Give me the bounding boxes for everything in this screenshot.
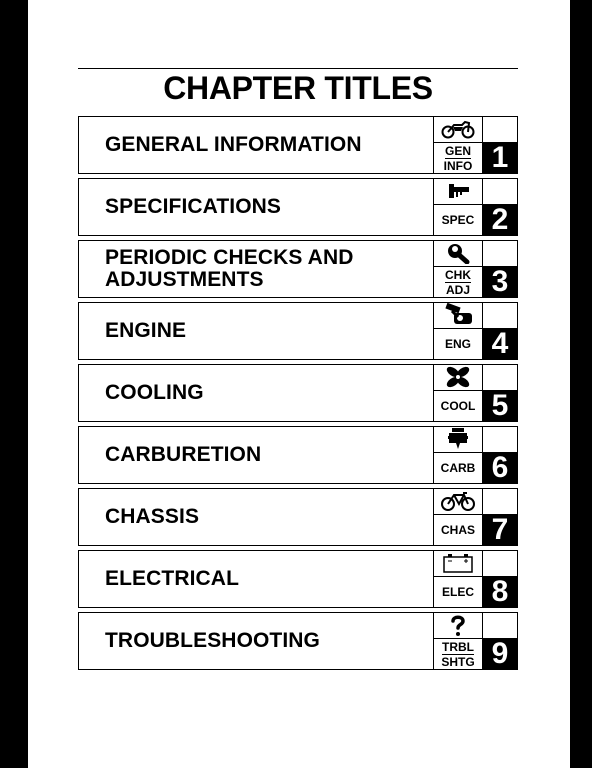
chapter-abbr	[434, 577, 482, 607]
chapter-label: TROUBLESHOOTING	[105, 629, 320, 652]
chapter-abbr	[434, 453, 482, 483]
chapter-row-chassis[interactable]	[78, 488, 518, 546]
chapter-abbr	[434, 205, 482, 235]
chapter-abbr	[434, 515, 482, 545]
chapter-label: CARBURETION	[105, 443, 262, 466]
chapter-number: 3	[482, 266, 518, 298]
chapter-tab	[433, 116, 517, 174]
chapter-row-cooling[interactable]	[78, 364, 518, 422]
chapter-number: 6	[482, 452, 518, 484]
chapter-number: 7	[482, 514, 518, 546]
tab-divider	[482, 178, 483, 204]
chapter-label: ELECTRICAL	[105, 567, 239, 590]
chapter-tab	[433, 302, 517, 360]
chapter-tab	[433, 178, 517, 236]
carburetor-icon	[434, 426, 482, 452]
abbr-bottom: INFO	[443, 158, 473, 173]
battery-icon	[434, 550, 482, 576]
chapter-label: ENGINE	[105, 319, 187, 342]
top-rule	[78, 68, 518, 69]
chapter-label: PERIODIC CHECKS AND ADJUSTMENTS	[105, 246, 354, 291]
chapter-tab	[433, 364, 517, 422]
tab-divider	[482, 488, 483, 514]
tab-divider	[482, 302, 483, 328]
piston-icon	[434, 302, 482, 328]
chapter-number: 2	[482, 204, 518, 236]
tab-divider	[482, 116, 483, 142]
chapter-number: 5	[482, 390, 518, 422]
chapter-number: 1	[482, 142, 518, 174]
chapter-number: 9	[482, 638, 518, 670]
chapter-label: COOLING	[105, 381, 204, 404]
abbr-top: CARB	[440, 461, 476, 475]
question-icon	[434, 612, 482, 638]
chapter-tab	[433, 426, 517, 484]
abbr-top: TRBL	[442, 639, 474, 654]
chapter-abbr	[434, 143, 482, 173]
tab-divider	[482, 240, 483, 266]
page-title: CHAPTER TITLES	[163, 70, 433, 106]
abbr-top: CHAS	[440, 523, 475, 537]
abbr-bottom: SHTG	[441, 654, 475, 669]
chapter-tab	[433, 488, 517, 546]
chapter-tab	[433, 550, 517, 608]
abbr-top: CHK	[445, 267, 471, 282]
fan-icon	[434, 364, 482, 390]
chapter-abbr	[434, 391, 482, 421]
chapter-row-specifications[interactable]	[78, 178, 518, 236]
bicycle-icon	[434, 488, 482, 514]
chapter-row-periodic-checks[interactable]	[78, 240, 518, 298]
motorcycle-icon	[434, 116, 482, 142]
chapter-row-general-information[interactable]	[78, 116, 518, 174]
chapter-abbr	[434, 329, 482, 359]
chapter-number: 8	[482, 576, 518, 608]
document-page	[28, 0, 570, 768]
chapter-tab	[433, 612, 517, 670]
chapter-row-troubleshooting[interactable]	[78, 612, 518, 670]
chapter-abbr	[434, 639, 482, 669]
chapter-row-electrical[interactable]	[78, 550, 518, 608]
chapter-abbr	[434, 267, 482, 297]
abbr-bottom: ADJ	[445, 282, 470, 297]
abbr-top: COOL	[440, 399, 476, 413]
chapter-row-engine[interactable]	[78, 302, 518, 360]
wrench-icon	[434, 240, 482, 266]
chapter-label: CHASSIS	[105, 505, 200, 528]
abbr-top: GEN	[444, 143, 471, 158]
chapter-row-carburetion[interactable]	[78, 426, 518, 484]
chapter-label: SPECIFICATIONS	[105, 195, 282, 218]
abbr-top: ENG	[444, 337, 471, 351]
tab-divider	[482, 364, 483, 390]
tab-divider	[482, 426, 483, 452]
abbr-top: ELEC	[441, 585, 474, 599]
abbr-top: SPEC	[441, 213, 475, 227]
caliper-icon	[434, 178, 482, 204]
chapter-number: 4	[482, 328, 518, 360]
chapter-tab	[433, 240, 517, 298]
chapter-label: GENERAL INFORMATION	[105, 133, 362, 156]
tab-divider	[482, 550, 483, 576]
tab-divider	[482, 612, 483, 638]
